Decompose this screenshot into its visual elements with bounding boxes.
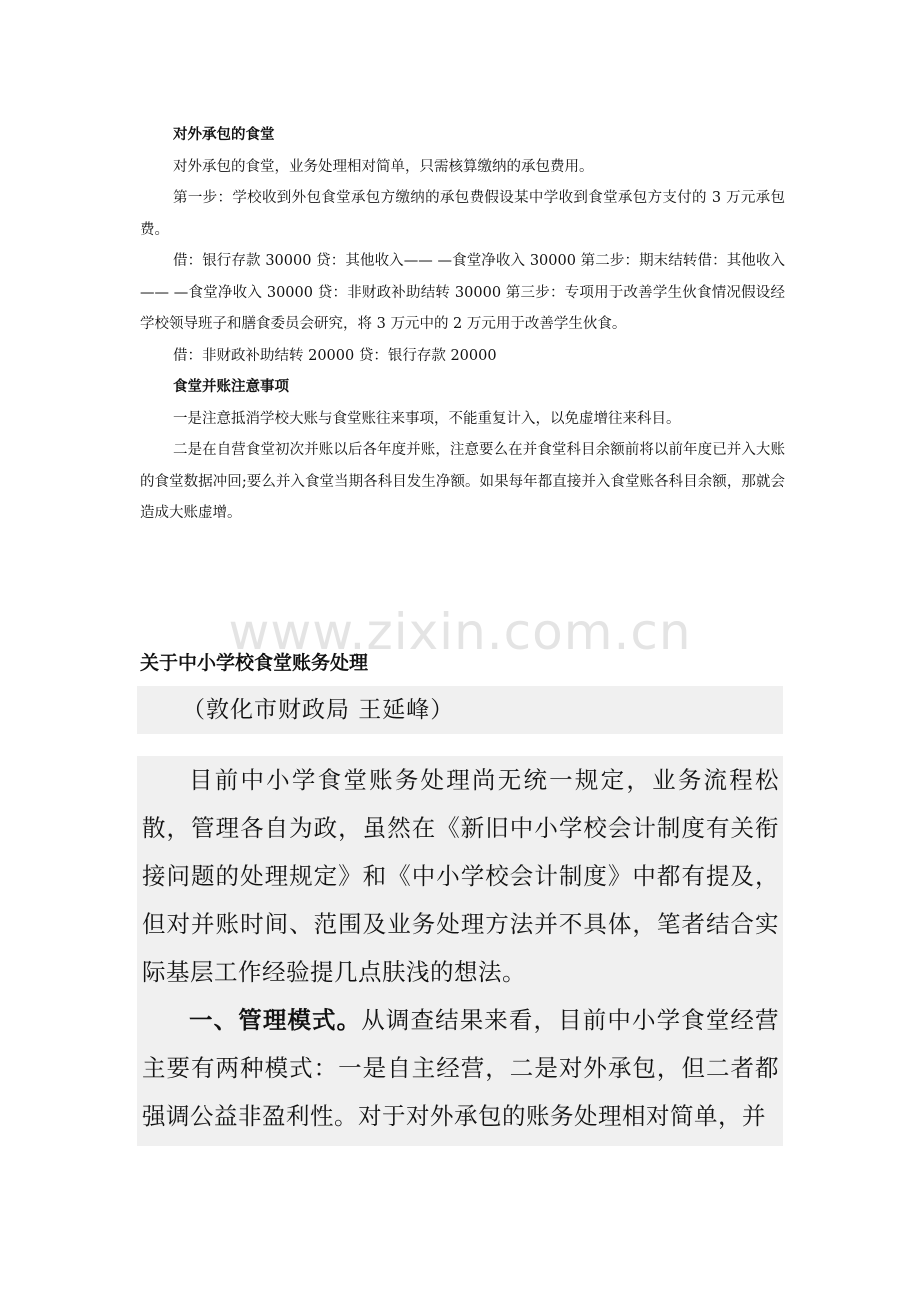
article-body xyxy=(137,756,783,1146)
paragraph: 对外承包的食堂，业务处理相对简单，只需核算缴纳的承包费用。 xyxy=(173,158,594,175)
watermark: www.zixin.com.cn xyxy=(228,603,692,661)
section-lead: 一、管理模式。 xyxy=(189,1006,362,1034)
paragraph xyxy=(137,996,783,1140)
paragraph: 借：非财政补助结转 20000 贷：银行存款 20000 xyxy=(173,347,497,364)
section-text: 从调查结果来看，目前中小学食堂经营主要有两种模式：一是自主经营，二是对外承包，但二者都强调公益非盈利性。对于对外承包的账务处理相对简单，并 xyxy=(142,1006,780,1130)
paragraph: 第一步：学校收到外包食堂承包方缴纳的承包费假设某中学收到食堂承包方支付的 3 万元承包费。 xyxy=(140,190,785,238)
article-title: 关于中小学校食堂账务处理 xyxy=(140,652,369,674)
paragraph: 借：银行存款 30000 贷：其他收入—— —食堂净收入 30000 第二步：期末结转借：其他收入—— —食堂净收入 30000 贷：非财政补助结转 30000 第三步：专项用于改善学生伙食情况假设经学校领导班子和膳食委员会研究，将 3 万元中的 2 万元用于改善学生伙食。 xyxy=(140,253,785,332)
section-heading: 对外承包的食堂 xyxy=(173,127,275,143)
author-line: （敦化市财政局 王延峰） xyxy=(182,697,455,723)
paragraph: 一是注意抵消学校大账与食堂账往来事项，不能重复计入，以免虚增往来科目。 xyxy=(173,410,681,427)
paragraph: 二是在自营食堂初次并账以后各年度并账，注意要么在并食堂科目余额前将以前年度已并入大账的食堂数据冲回;要么并入食堂当期各科目发生净额。如果每年都直接并入食堂账各科目余额，那就会造成大账虚增。 xyxy=(140,442,785,521)
author-box xyxy=(137,686,783,734)
section-heading: 食堂并账注意事项 xyxy=(173,379,289,395)
paragraph: 目前中小学食堂账务处理尚无统一规定，业务流程松散，管理各自为政，虽然在《新旧中小学校会计制度有关衔接问题的处理规定》和《中小学校会计制度》中都有提及，但对并账时间、范围及业务处理方法并不具体，笔者结合实际基层工作经验提几点肤浅的想法。 xyxy=(142,766,779,986)
contracted-canteen-section xyxy=(140,120,785,530)
